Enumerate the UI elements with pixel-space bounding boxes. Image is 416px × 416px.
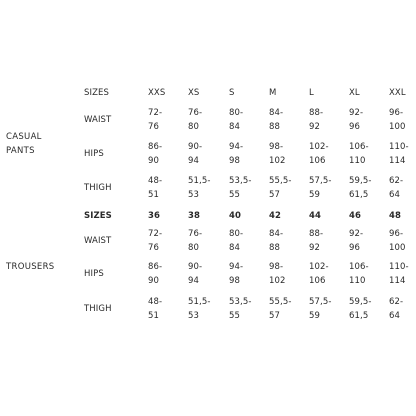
- measurement-cell: [389, 174, 416, 202]
- measurement-line: 96: [349, 243, 361, 253]
- measurement-line: 94: [188, 156, 200, 166]
- measurement-line: 55: [229, 190, 241, 200]
- measurement-line: 94-: [229, 262, 244, 272]
- measurement-line: 88-: [309, 229, 324, 239]
- measurement-cell: [229, 295, 263, 323]
- row-label: HIPS: [84, 269, 104, 279]
- measurement-line: 96: [349, 122, 361, 132]
- measurement-line: 64: [389, 190, 401, 200]
- measurement-line: 53,5-: [229, 176, 252, 186]
- size-header: XXS: [148, 88, 166, 98]
- measurement-cell: [269, 174, 303, 202]
- measurement-line: 84-: [269, 229, 284, 239]
- measurement-line: 59: [309, 311, 321, 321]
- size-header: 42: [269, 211, 282, 221]
- measurement-cell: [229, 140, 263, 168]
- measurement-line: 55,5-: [269, 297, 292, 307]
- measurement-line: 80-: [229, 108, 244, 118]
- measurement-cell: [269, 260, 303, 288]
- section-title: [6, 260, 54, 274]
- measurement-cell: [269, 140, 303, 168]
- measurement-line: 51: [148, 311, 160, 321]
- size-header: 38: [188, 211, 201, 221]
- measurement-line: 76-: [188, 229, 203, 239]
- measurement-cell: [309, 260, 343, 288]
- measurement-cell: [229, 227, 263, 255]
- measurement-line: 98-: [269, 262, 284, 272]
- measurement-line: 106-: [349, 262, 369, 272]
- measurement-line: 88: [269, 122, 281, 132]
- measurement-line: 57,5-: [309, 176, 332, 186]
- measurement-line: 96-: [389, 108, 404, 118]
- measurement-cell: [389, 227, 416, 255]
- size-header: XL: [349, 88, 360, 98]
- measurement-line: 92: [309, 243, 321, 253]
- measurement-cell: [349, 260, 383, 288]
- measurement-line: 98: [229, 156, 241, 166]
- measurement-cell: [229, 260, 263, 288]
- sizes-label: SIZES: [84, 88, 109, 98]
- measurement-line: 62-: [389, 176, 404, 186]
- measurement-cell: [389, 260, 416, 288]
- measurement-line: 106-: [349, 142, 369, 152]
- section-title-line: TROUSERS: [6, 262, 55, 272]
- measurement-cell: [229, 174, 263, 202]
- measurement-line: 59,5-: [349, 176, 372, 186]
- measurement-cell: [309, 106, 343, 134]
- size-header: XXL: [389, 88, 406, 98]
- measurement-line: 114: [389, 276, 406, 286]
- measurement-line: 55: [229, 311, 241, 321]
- measurement-line: 90-: [188, 142, 203, 152]
- measurement-cell: [389, 295, 416, 323]
- measurement-line: 59: [309, 190, 321, 200]
- measurement-line: 90-: [188, 262, 203, 272]
- measurement-line: 61,5: [349, 311, 369, 321]
- size-header: L: [309, 88, 314, 98]
- measurement-line: 84: [229, 243, 241, 253]
- measurement-cell: [349, 227, 383, 255]
- measurement-cell: [188, 260, 222, 288]
- measurement-line: 88-: [309, 108, 324, 118]
- measurement-line: 80-: [229, 229, 244, 239]
- measurement-line: 98-: [269, 142, 284, 152]
- measurement-line: 48-: [148, 297, 163, 307]
- measurement-line: 88: [269, 243, 281, 253]
- measurement-line: 72-: [148, 229, 163, 239]
- measurement-line: 51: [148, 190, 160, 200]
- section-title-line: PANTS: [6, 146, 35, 156]
- measurement-line: 98: [229, 276, 241, 286]
- measurement-line: 57: [269, 190, 281, 200]
- measurement-cell: [148, 260, 182, 288]
- measurement-cell: [269, 295, 303, 323]
- measurement-line: 110-: [389, 142, 409, 152]
- measurement-line: 102-: [309, 142, 329, 152]
- measurement-line: 92-: [349, 108, 364, 118]
- section-title-line: CASUAL: [6, 132, 42, 142]
- row-label: THIGH: [84, 183, 112, 193]
- measurement-cell: [309, 140, 343, 168]
- sizes-label: SIZES: [84, 211, 112, 221]
- measurement-cell: [349, 174, 383, 202]
- measurement-line: 62-: [389, 297, 404, 307]
- measurement-line: 94-: [229, 142, 244, 152]
- measurement-line: 76: [148, 122, 160, 132]
- measurement-line: 57,5-: [309, 297, 332, 307]
- measurement-cell: [309, 295, 343, 323]
- measurement-cell: [349, 140, 383, 168]
- measurement-cell: [148, 140, 182, 168]
- measurement-line: 90: [148, 156, 160, 166]
- measurement-line: 110: [349, 276, 366, 286]
- size-header: 44: [309, 211, 322, 221]
- measurement-line: 72-: [148, 108, 163, 118]
- measurement-cell: [309, 227, 343, 255]
- measurement-cell: [188, 140, 222, 168]
- measurement-line: 100: [389, 243, 406, 253]
- measurement-line: 84: [229, 122, 241, 132]
- measurement-line: 76-: [188, 108, 203, 118]
- row-label: HIPS: [84, 149, 104, 159]
- measurement-line: 106: [309, 276, 326, 286]
- measurement-cell: [188, 106, 222, 134]
- size-header: S: [229, 88, 235, 98]
- measurement-line: 110-: [389, 262, 409, 272]
- measurement-line: 102: [269, 156, 286, 166]
- measurement-cell: [229, 106, 263, 134]
- measurement-line: 90: [148, 276, 160, 286]
- measurement-line: 86-: [148, 142, 163, 152]
- row-label: THIGH: [84, 304, 112, 314]
- measurement-line: 51,5-: [188, 176, 211, 186]
- measurement-line: 100: [389, 122, 406, 132]
- measurement-cell: [148, 227, 182, 255]
- measurement-line: 51,5-: [188, 297, 211, 307]
- measurement-line: 53,5-: [229, 297, 252, 307]
- measurement-line: 106: [309, 156, 326, 166]
- measurement-cell: [188, 174, 222, 202]
- measurement-cell: [148, 295, 182, 323]
- measurement-cell: [188, 295, 222, 323]
- measurement-line: 61,5: [349, 190, 369, 200]
- measurement-cell: [148, 174, 182, 202]
- measurement-cell: [269, 106, 303, 134]
- measurement-line: 86-: [148, 262, 163, 272]
- measurement-cell: [148, 106, 182, 134]
- measurement-line: 80: [188, 243, 200, 253]
- size-header: 48: [389, 211, 402, 221]
- measurement-line: 94: [188, 276, 200, 286]
- row-label: WAIST: [84, 236, 112, 246]
- measurement-cell: [309, 174, 343, 202]
- measurement-cell: [188, 227, 222, 255]
- measurement-line: 96-: [389, 229, 404, 239]
- size-header: 36: [148, 211, 161, 221]
- measurement-cell: [349, 295, 383, 323]
- measurement-line: 48-: [148, 176, 163, 186]
- measurement-line: 53: [188, 190, 200, 200]
- size-header: XS: [188, 88, 200, 98]
- measurement-line: 80: [188, 122, 200, 132]
- measurement-cell: [349, 106, 383, 134]
- measurement-line: 59,5-: [349, 297, 372, 307]
- measurement-line: 114: [389, 156, 406, 166]
- measurement-cell: [269, 227, 303, 255]
- measurement-line: 53: [188, 311, 200, 321]
- measurement-line: 92: [309, 122, 321, 132]
- measurement-line: 64: [389, 311, 401, 321]
- measurement-cell: [389, 140, 416, 168]
- measurement-line: 110: [349, 156, 366, 166]
- size-header: 40: [229, 211, 242, 221]
- measurement-cell: [389, 106, 416, 134]
- measurement-line: 76: [148, 243, 160, 253]
- measurement-line: 102: [269, 276, 286, 286]
- measurement-line: 102-: [309, 262, 329, 272]
- size-header: 46: [349, 211, 362, 221]
- section-title: [6, 130, 42, 158]
- measurement-line: 92-: [349, 229, 364, 239]
- measurement-line: 55,5-: [269, 176, 292, 186]
- measurement-line: 57: [269, 311, 281, 321]
- row-label: WAIST: [84, 115, 112, 125]
- size-header: M: [269, 88, 277, 98]
- measurement-line: 84-: [269, 108, 284, 118]
